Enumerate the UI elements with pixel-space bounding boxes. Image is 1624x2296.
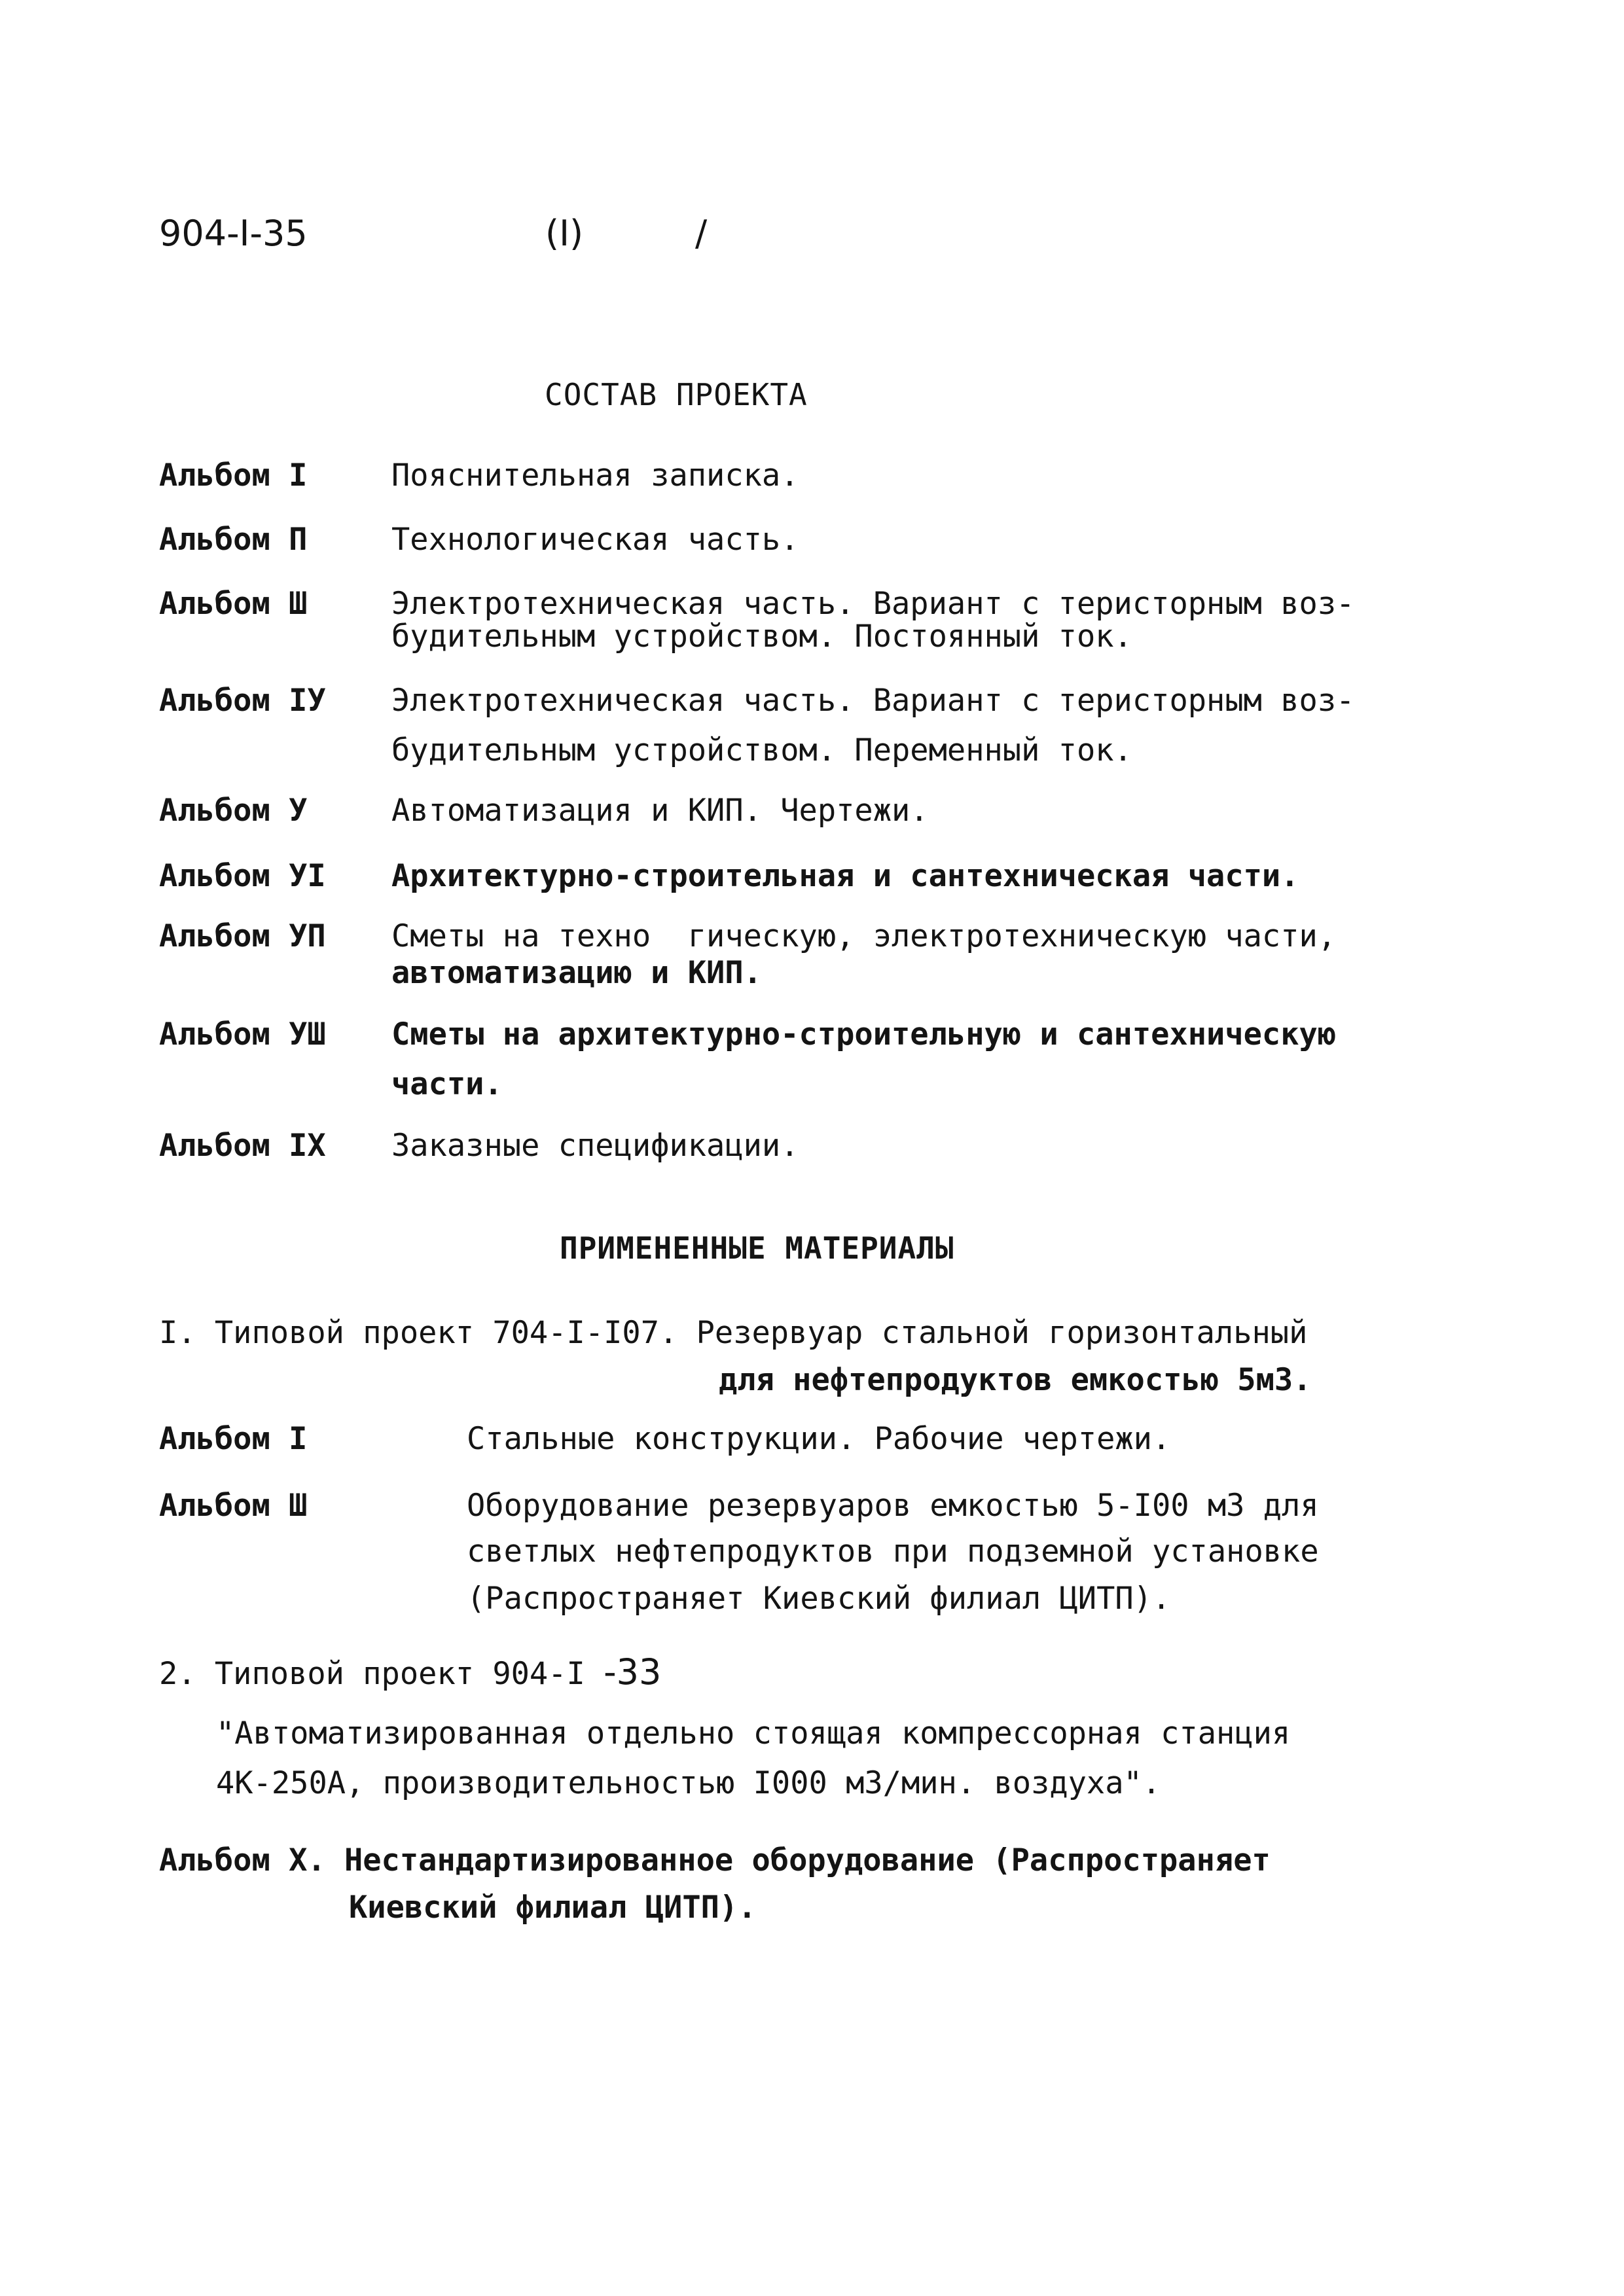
material-item-2-album: Киевский филиал ЦИТП). — [349, 1890, 757, 1926]
album-description: Сметы на техно гическую, электротехническую части, — [391, 918, 1337, 954]
album-description: автоматизацию и КИП. — [391, 955, 762, 991]
album-description: части. — [391, 1066, 503, 1102]
materials-title: ПРИМЕНЕННЫЕ МАТЕРИАЛЫ — [560, 1230, 954, 1266]
album-description: Сметы на архитектурно-строительную и сантехническую — [391, 1016, 1337, 1052]
album-description: Автоматизация и КИП. Чертежи. — [391, 793, 929, 829]
material-item-2-quote: "Автоматизированная отдельно стоящая компрессорная станция — [216, 1715, 1291, 1751]
sheet-mark: / — [695, 213, 708, 254]
material-item-2-line-1 — [159, 1649, 661, 1697]
material-item-2-prefix: 2. Типовой проект 904-I — [159, 1656, 585, 1692]
album-label: Альбом IУ — [159, 683, 326, 719]
album-description: Технологическая часть. — [391, 522, 799, 558]
material-item-2-suffix: -33 — [604, 1651, 662, 1693]
composition-title: СОСТАВ ПРОЕКТА — [545, 377, 808, 412]
material-item-1-line-1: I. Типовой проект 704-I-I07. Резервуар стальной горизонтальный — [159, 1315, 1308, 1351]
album-description: светлых нефтепродуктов при подземной установке — [467, 1534, 1319, 1570]
album-label: Альбом Ш — [159, 586, 308, 622]
album-label: Альбом П — [159, 522, 308, 558]
album-description: Оборудование резервуаров емкостью 5-I00 м3 для — [467, 1488, 1319, 1524]
album-description: Пояснительная записка. — [391, 457, 799, 493]
album-label: Альбом I — [159, 1421, 308, 1457]
album-description: Архитектурно-строительная и сантехническая части. — [391, 858, 1299, 894]
album-description: (Распространяет Киевский филиал ЦИТП). — [467, 1581, 1171, 1617]
material-item-2-album: Альбом X. Нестандартизированное оборудование (Распространяет — [159, 1842, 1271, 1878]
document-number: 904-I-35 — [159, 213, 308, 254]
album-label: Альбом IX — [159, 1128, 326, 1164]
album-label: Альбом I — [159, 457, 308, 493]
album-description: Заказные спецификации. — [391, 1128, 799, 1164]
album-label: Альбом УП — [159, 918, 326, 954]
album-description: будительным устройством. Переменный ток. — [391, 732, 1132, 768]
material-item-2-quote: 4К-250А, производительностью I000 м3/мин. воздуха". — [216, 1765, 1161, 1801]
album-label: Альбом Ш — [159, 1488, 308, 1524]
album-label: Альбом У — [159, 793, 308, 829]
album-description: Электротехническая часть. Вариант с теристорным воз- — [391, 683, 1355, 719]
album-label: Альбом УШ — [159, 1016, 326, 1052]
part-number: (I) — [545, 213, 584, 254]
album-label: Альбом УI — [159, 858, 326, 894]
album-description: будительным устройством. Постоянный ток. — [391, 619, 1132, 655]
album-description: Стальные конструкции. Рабочие чертежи. — [467, 1421, 1171, 1457]
album-description: Электротехническая часть. Вариант с теристорным воз- — [391, 586, 1355, 622]
material-item-1-line-2: для нефтепродуктов емкостью 5м3. — [719, 1362, 1312, 1398]
